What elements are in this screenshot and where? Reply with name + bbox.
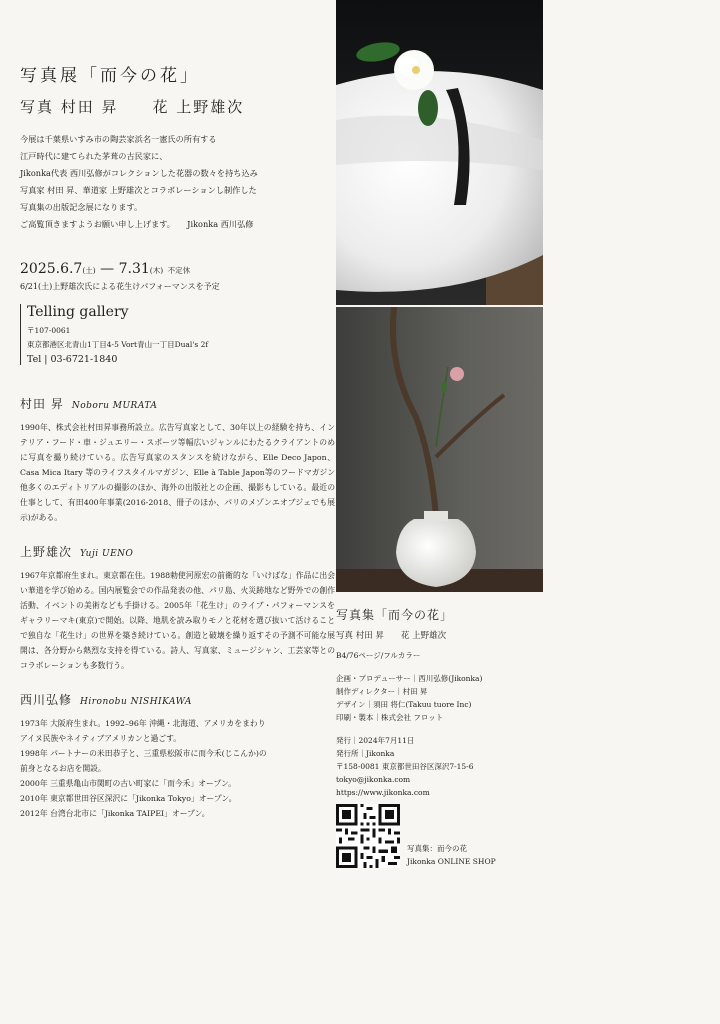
intro-line: 今展は千葉県いすみ市の陶芸家浜名一憲氏の所有する xyxy=(20,134,217,144)
exhibition-credits: 写真 村田 昇 花 上野雄次 xyxy=(20,98,245,116)
bio-name: 村田 昇 xyxy=(20,397,64,411)
book-publish-line: 〒158-0081 東京都世田谷区深沢7-15-6 xyxy=(336,762,474,771)
intro-line: ご高覧頂きますようお願い申し上げます。 Jikonka 西川弘修 xyxy=(20,219,254,229)
date-dash: — xyxy=(100,261,115,277)
bio-text: 1990年、株式会社村田昇事務所設立。広告写真家として、30年以上の経験を持ち、インテリア・フード・車・ジュエリー・スポーツ等幅広いジャンルにわたるクライアントのめに写真を撮り続けている。広告写真家のスタンスを続けながら、Elle Deco Japon、Casa Mica Itary 等のライフスタイルマガジン、Elle à Table Japon等のフードマガジン他多くのエディトリアルの撮影のほか、海外の出版社との企画、撮影もしている。最近の仕事として、有田400年事業(2016-2018、冊子のほか、パリのメゾンエオブジェでも展示)がある。 xyxy=(20,423,335,522)
intro-line: 写真家 村田 昇、華道家 上野雄次とコラボレーションし制作した xyxy=(20,185,257,195)
photo-branch-vase xyxy=(336,307,543,592)
shop-caption xyxy=(407,842,496,868)
intro-text xyxy=(20,131,335,233)
photobook-info xyxy=(336,606,566,799)
start-date: 2025.6.7 xyxy=(20,261,83,277)
book-title: 写真集「而今の花」 xyxy=(336,608,454,622)
book-staff-line: 制作ディレクター｜村田 昇 xyxy=(336,687,428,696)
bio-ueno xyxy=(20,543,335,673)
book-staff-line: デザイン｜須田 将仁(Takuu tuore Inc) xyxy=(336,700,472,709)
book-credits: 写真 村田 昇 花 上野雄次 xyxy=(336,631,447,641)
history-line: 2000年 三重県亀山市関町の古い町家に「而今禾」オープン。 xyxy=(20,779,236,788)
intro-line: 江戸時代に建てられた茅葺の古民家に、 xyxy=(20,151,168,161)
history-line: 前身となるお店を開設。 xyxy=(20,764,106,773)
bio-name-en: Noboru MURATA xyxy=(71,401,158,411)
book-publish-line: 発行所｜Jikonka xyxy=(336,749,395,758)
book-email[interactable]: tokyo@jikonka.com xyxy=(336,775,411,784)
book-spec: B4/76ページ/フルカラー xyxy=(336,651,421,660)
book-website-link[interactable]: https://www.jikonka.com xyxy=(336,788,430,797)
photo-camellia-bowl xyxy=(336,0,543,305)
bio-name-en: Hironobu NISHIKAWA xyxy=(80,697,192,707)
history-line: 1973年 大阪府生まれ。1992–96年 沖縄・北海道、アメリカをまわり xyxy=(20,719,266,728)
book-staff-line: 企画・プロデューサー｜西川弘修(Jikonka) xyxy=(336,674,483,683)
gallery-name: Telling gallery xyxy=(27,304,129,320)
history-line: アイヌ民族やネイティブアメリカンと過ごす。 xyxy=(20,734,182,743)
gallery-postal: 〒107-0061 xyxy=(27,326,71,335)
intro-line: Jikonka代表 西川弘修がコレクションした花器の数々を持ち込み xyxy=(20,168,258,178)
shop-qr-code[interactable] xyxy=(336,804,400,868)
bio-murata xyxy=(20,395,335,525)
bio-text: 1967年京都府生まれ。東京都在住。1988勅使河原宏の前衛的な「いけばな」作品に出会い華道を学び始める。国内展覧会での作品発表の他、パリ島、火災跡地など野外での創作活動、イベントの美術なども手掛ける。2005年「花生け」のライブ・パフォーマンスをギャラリーマキ(東京)で開始。以降、地肌を読み取りモノと花材を選び抜いて活けることで独自な「花生け」の世界を築き続けている。創造と破壊を繰り返すその予測不可能な展開は、各分野から熱烈な支持を得ている。詩人、写真家、ミュージシャン、工芸家等とのコラボレーションも多数行う。 xyxy=(20,571,335,670)
history-line: 2012年 台湾台北市に「Jikonka TAIPEI」オープン。 xyxy=(20,809,210,818)
end-date: 7.31 xyxy=(118,261,150,277)
closed-note: 不定休 xyxy=(167,266,191,275)
gallery-tel: Tel | 03-6721-1840 xyxy=(27,354,118,365)
shop-caption-line: Jikonka ONLINE SHOP xyxy=(407,857,496,866)
bio-heading xyxy=(20,543,335,560)
bio-heading xyxy=(20,395,335,412)
bio-heading xyxy=(20,691,335,708)
exhibition-dates xyxy=(20,261,335,292)
history-line: 1998年 パートナーの米田恭子と、三重県松阪市に而今禾(じこんか)の xyxy=(20,749,267,758)
bio-name: 上野雄次 xyxy=(20,545,73,559)
shop-caption-line: 写真集：而今の花 xyxy=(407,844,467,853)
end-day: (木) xyxy=(149,266,164,275)
date-range xyxy=(20,261,335,277)
history-line: 2010年 東京都世田谷区深沢に「Jikonka Tokyo」オープン。 xyxy=(20,794,237,803)
gallery-address: 東京都港区北青山1丁目4-5 Vort青山一丁目Dual's 2f xyxy=(27,340,209,349)
bio-name-en: Yuji UENO xyxy=(80,549,134,559)
intro-line: 写真集の出版記念展になります。 xyxy=(20,202,143,212)
left-column xyxy=(20,55,335,821)
gallery-info xyxy=(20,304,335,365)
exhibition-title: 写真展「而今の花」 xyxy=(20,66,200,86)
book-staff-line: 印刷・製本｜株式会社 フロット xyxy=(336,713,444,722)
performance-note: 6/21(土)上野雄次氏による花生けパフォーマンスを予定 xyxy=(20,282,220,291)
bio-name: 西川弘修 xyxy=(20,693,73,707)
bio-nishikawa xyxy=(20,691,335,821)
start-day: (土) xyxy=(82,266,96,275)
book-publish-line: 発行｜2024年7月11日 xyxy=(336,736,415,745)
